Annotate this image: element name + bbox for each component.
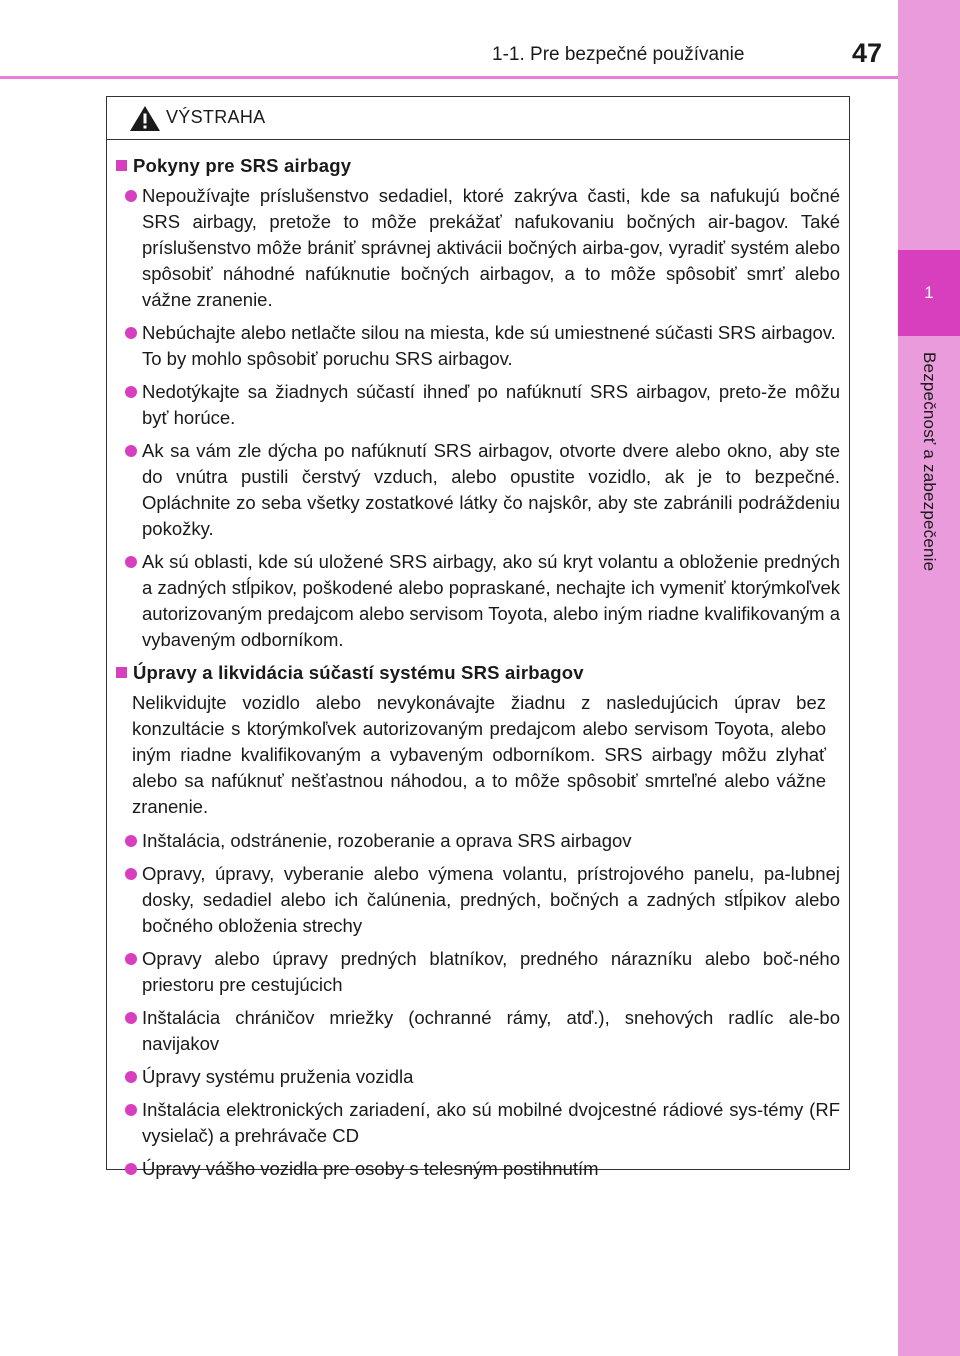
- round-bullet-icon: [125, 953, 137, 965]
- list-item: [116, 549, 840, 653]
- section-paragraph: Nelikvidujte vozidlo alebo nevykonávajte žiadnu z nasledujúcich úprav bez konzultácie s ktorýmkoľvek autorizovaným predajcom alebo servisom Toyota, alebo iným riadne kvalifikovaným a vybaveným odborníkom. SRS airbagy môžu zlyhať alebo sa nafúknuť nešťastnou náhodou, a to môže spôsobiť smrteľné alebo vážne zranenie.: [132, 692, 826, 817]
- list-item: [116, 183, 840, 313]
- list-item-text: Inštalácia elektronických zariadení, ako sú mobilné dvojcestné rádiové sys-témy (RF vysielač) a prehrávače CD: [142, 1099, 840, 1146]
- list-item-text: Úpravy vášho vozidla pre osoby s telesným postihnutím: [142, 1158, 599, 1179]
- square-bullet-icon: [116, 160, 127, 171]
- round-bullet-icon: [125, 1012, 137, 1024]
- page-number: 47: [852, 38, 883, 68]
- round-bullet-icon: [125, 868, 137, 880]
- section-heading-text: Úpravy a likvidácia súčastí systému SRS airbagov: [133, 662, 584, 683]
- warning-title: VÝSTRAHA: [166, 107, 266, 127]
- square-bullet-icon: [116, 667, 127, 678]
- list-item: [116, 320, 840, 372]
- list-item: [116, 1005, 840, 1057]
- list-item-text: Nebúchajte alebo netlačte silou na miesta, kde sú umiestnené súčasti SRS airbagov. To by mohlo spôsobiť poruchu SRS airbagov.: [142, 322, 836, 369]
- round-bullet-icon: [125, 1104, 137, 1116]
- list-item: [116, 828, 840, 854]
- round-bullet-icon: [125, 1071, 137, 1083]
- chapter-number-tab: 1: [898, 250, 960, 336]
- section-heading: [116, 660, 840, 686]
- list-item: [116, 1097, 840, 1149]
- round-bullet-icon: [125, 445, 137, 457]
- list-item-text: Opravy alebo úpravy predných blatníkov, predného nárazníku alebo boč-ného priestoru pre cestujúcich: [142, 948, 840, 995]
- list-item-text: Nepoužívajte príslušenstvo sedadiel, ktoré zakrýva časti, kde sa nafukujú bočné SRS airbagy, pretože to môže prekážať nafukovaniu bočných air-bagov. Také príslušenstvo môže brániť správnej aktivácii bočných airba-gov, vyradiť systém alebo spôsobiť náhodné nafúknutie bočných airbagov, a to môže spôsobiť smrť alebo vážne zranenie.: [142, 185, 840, 310]
- list-item: [116, 946, 840, 998]
- list-item: [116, 1064, 840, 1090]
- warning-box: [106, 96, 850, 1179]
- section-heading: [116, 153, 840, 179]
- list-item: [116, 379, 840, 431]
- chapter-title: Bezpečnosť a zabezpečenie: [920, 352, 939, 572]
- list-item-text: Inštalácia, odstránenie, rozoberanie a oprava SRS airbagov: [142, 830, 632, 851]
- round-bullet-icon: [125, 327, 137, 339]
- round-bullet-icon: [125, 1163, 137, 1175]
- list-item-text: Ak sú oblasti, kde sú uložené SRS airbagy, ako sú kryt volantu a obloženie predných a zadných stĺpikov, poškodené alebo popraskané, nechajte ich vymeniť ktorýmkoľvek autorizovaným predajcom alebo servisom Toyota, alebo iným riadne kvalifikovaným a vybaveným odborníkom.: [142, 551, 840, 650]
- round-bullet-icon: [125, 386, 137, 398]
- section-heading-text: Pokyny pre SRS airbagy: [133, 155, 352, 176]
- header-rule: [0, 76, 898, 79]
- warning-content: [107, 140, 849, 1182]
- list-item-text: Ak sa vám zle dýcha po nafúknutí SRS airbagov, otvorte dvere alebo okno, aby ste do vnútra pustili čerstvý vzduch, alebo opustite vozidlo, ak je to bezpečné. Opláchnite zo seba všetky zostatkové látky čo najskôr, aby ste zabránili podráždeniu pokožky.: [142, 440, 840, 539]
- list-item: [116, 1156, 840, 1182]
- round-bullet-icon: [125, 835, 137, 847]
- list-item-text: Nedotýkajte sa žiadnych súčastí ihneď po nafúknutí SRS airbagov, preto-že môžu byť horúce.: [142, 381, 840, 428]
- list-item: [116, 438, 840, 542]
- chapter-sidebar: [898, 0, 960, 1356]
- list-item: [116, 861, 840, 939]
- warning-header: [107, 97, 849, 140]
- list-item-text: Opravy, úpravy, vyberanie alebo výmena volantu, prístrojového panelu, pa-lubnej dosky, sedadiel alebo ich čalúnenia, predných, bočných a zadných stĺpikov alebo bočného obloženia strechy: [142, 863, 840, 936]
- list-item-text: Úpravy systému pruženia vozidla: [142, 1066, 414, 1087]
- section-title: 1-1. Pre bezpečné používanie: [492, 44, 745, 65]
- round-bullet-icon: [125, 190, 137, 202]
- warning-triangle-icon: [129, 105, 161, 132]
- list-item-text: Inštalácia chráničov mriežky (ochranné rámy, atď.), snehových radlíc ale-bo navijakov: [142, 1007, 840, 1054]
- round-bullet-icon: [125, 556, 137, 568]
